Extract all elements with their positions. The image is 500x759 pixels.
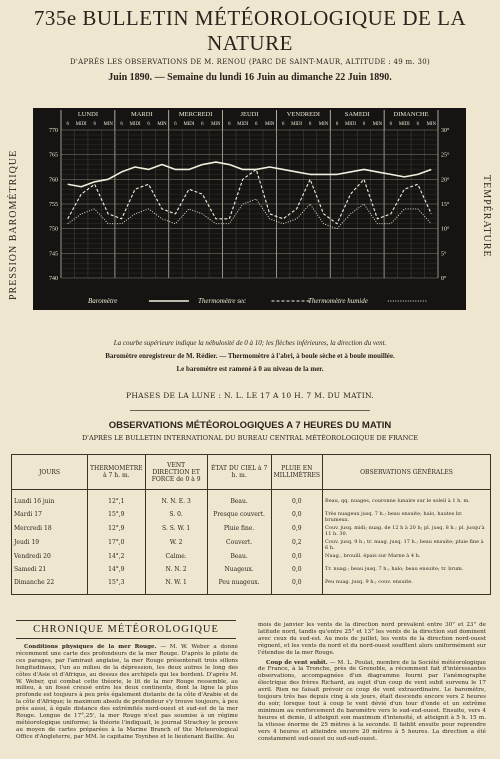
- caption-line-2: Baromètre enregistreur de M. Rédier. — Thermomètre à l'abri, à boule sèche et à boule mouillée.: [105, 352, 395, 360]
- pressure-tick-label: 770: [49, 128, 58, 134]
- caption-line-1: La courbe supérieure indique la nébulosité de 0 à 10; les flèches inférieures, la direction du vent.: [113, 339, 387, 347]
- pressure-tick-label: 755: [49, 202, 58, 208]
- hour-label: 6: [335, 122, 339, 127]
- cell-wind: W. 2: [145, 538, 207, 552]
- paragraph-heading: Coup de vent subit.: [266, 659, 328, 666]
- hour-label: 6: [308, 122, 312, 127]
- pressure-tick-label: 765: [49, 152, 58, 159]
- hour-label: MIDI: [237, 122, 249, 127]
- pressure-tick-label: 740: [49, 276, 58, 282]
- hour-label: MIN: [211, 122, 221, 127]
- col-header-rain: PLUIE EN MILLIMÈTRES: [271, 455, 322, 490]
- cell-wind: N. N. E. 3: [145, 490, 207, 511]
- cell-sky: Beau.: [207, 490, 271, 511]
- temperature-tick-label: 15°: [441, 202, 450, 208]
- cell-day: Samedi 21: [12, 565, 88, 578]
- table-row: [12, 565, 491, 578]
- chart-captions: [40, 337, 460, 376]
- table-row: [12, 510, 491, 524]
- cell-wind: N. W. 1: [145, 578, 207, 595]
- paragraph-text: — M. L. Poulat, membre de la Société météorologique de France, à la Tronche, près de Grenoble, a récemment fait d'intéressantes observations, accompagnées d'un diagramme fourni par l'anémographe électrique des frères Richard, au sujet d'un coup de vent subit survenu le 17 avril. Rien ne faisait prévoir ce coup de vent extraordinaire. Le baromètre, toujours très bas depuis cinq à six jours, était descendu encore vers 2 heures du soir, lorsque tout à coup le vent dévié d'un tour d'onde et un extrême minimum au renforcement du baromètre vers le sud-sud-ouest. Ensuite, vers 4 heures et demie, il atteignit son maximum d'intensité, et atteignit à 5 h. 15 m. la vitesse énorme de 25 mètres à la seconde. Il faiblit ensuite pour reprendre vers 4 heures et atteindre encore 20 mètres à 5 heures. La direction a été constamment sud-ouest ou sud-sud-ouest.: [258, 659, 486, 742]
- hour-label: MIN: [103, 122, 113, 127]
- col-header-remarks: OBSERVATIONS GÉNÉRALES: [323, 455, 491, 490]
- observations-subtitle: D'APRÈS LE BULLETIN INTERNATIONAL DU BUREAU CENTRAL MÉTÉOROLOGIQUE DE FRANCE: [81, 434, 419, 442]
- hour-label: 6: [93, 122, 96, 127]
- pressure-tick-label: 750: [49, 226, 58, 233]
- day-label: LUNDI: [77, 111, 99, 118]
- day-label: MARDI: [130, 111, 153, 118]
- chronique-paragraph: [16, 644, 238, 741]
- table-row: [12, 578, 491, 595]
- cell-temp: 14°,9: [88, 565, 146, 578]
- cell-rain: 0,0: [271, 565, 322, 578]
- cell-remarks: Couv. jusq. 9 h.; tr. nuag. jusq. 17 h.; beau ensuite; pluie fine à 6 h.: [323, 538, 491, 552]
- cell-temp: 17°,0: [88, 538, 146, 552]
- hour-label: MIDI: [398, 122, 410, 127]
- temperature-tick-label: 0°: [441, 276, 447, 282]
- legend-label: Thermomètre sec: [198, 297, 247, 305]
- hour-label: MIDI: [345, 122, 356, 127]
- hour-label: 6: [389, 122, 393, 127]
- hour-label: 6: [281, 122, 285, 127]
- caption-line-3: Le baromètre est ramené à 0 au niveau de la mer.: [176, 365, 324, 373]
- chronique-paragraph: mois de janvier les vents de la direction nord prévalent entre 30° et 23° de latitude nord, tandis qu'entre 25° et 13° les vents de la direction sud dominent avec ceux du sud-est. Au mois de juillet, les vents de la direction nord-ouest règnent, et les vents du nord et du nord-ouest soufflent alors uniformément sur l'étendue de la mer Rouge.: [258, 622, 486, 656]
- cell-sky: Presque couvert.: [207, 510, 271, 524]
- day-label: MERCREDI: [178, 111, 213, 118]
- temperature-tick-label: 10°: [441, 226, 450, 233]
- temperature-tick-label: 5°: [441, 251, 447, 258]
- cell-temp: 15°,9: [88, 510, 146, 524]
- chronique-column-left: [16, 644, 238, 756]
- hour-label: MIDI: [75, 122, 87, 127]
- cell-remarks: Tr. nuag.; beau jusq. 7 h.; halo; beau ensuite; tr. brum.: [323, 565, 491, 578]
- hour-label: MIN: [265, 122, 275, 127]
- chronique-paragraph: [258, 660, 486, 743]
- cell-sky: Pluie fine.: [207, 524, 271, 538]
- cell-rain: 0,0: [271, 552, 322, 565]
- table-row: [12, 552, 491, 565]
- left-axis-title: PRESSION BAROMÉTRIQUE: [8, 149, 19, 300]
- bulletin-title: 735e BULLETIN MÉTÉOROLOGIQUE DE LA NATURE: [33, 6, 467, 55]
- legend-label: Thermomètre humide: [308, 297, 368, 305]
- moon-phases: PHASES DE LA LUNE : N. L. LE 17 A 10 H. 7 M. DU MATIN.: [125, 391, 375, 400]
- hour-label: MIDI: [291, 122, 303, 127]
- cell-rain: 0,2: [271, 538, 322, 552]
- cell-temp: 12°,1: [88, 490, 146, 511]
- hour-label: MIN: [426, 122, 436, 127]
- cell-day: Jeudi 19: [12, 538, 88, 552]
- hour-label: 6: [66, 122, 69, 127]
- day-label: JEUDI: [240, 111, 259, 118]
- col-header-days: JOURS: [12, 455, 88, 490]
- temperature-tick-label: 20°: [441, 177, 450, 184]
- paragraph-heading: Conditions physiques de la mer Rouge.: [24, 644, 157, 650]
- cell-sky: Couvert.: [207, 538, 271, 552]
- chronique-title: CHRONIQUE MÉTÉOROLOGIQUE: [16, 620, 236, 639]
- cell-day: Vendredi 20: [12, 552, 88, 565]
- pressure-tick-label: 760: [49, 177, 58, 184]
- cell-temp: 14°,2: [88, 552, 146, 565]
- cell-remarks: Peu nuag. jusq. 9 h.; couv. ensuite.: [323, 578, 491, 595]
- cell-wind: S. S. W. 1: [145, 524, 207, 538]
- temperature-tick-label: 25°: [441, 152, 450, 159]
- pressure-tick-label: 745: [49, 251, 58, 258]
- temperature-tick-label: 30°: [441, 128, 450, 134]
- chronique-column-right: [258, 622, 486, 756]
- hour-label: 6: [228, 122, 231, 127]
- cell-rain: 0,9: [271, 524, 322, 538]
- cell-remarks: Couv. jusq. midi; nuag. de 12 h à 20 h; pl. jusq. 8 h.; pl. jusqu'à 11 h. 30.: [323, 524, 491, 538]
- cell-sky: Peu nuageux.: [207, 578, 271, 595]
- cell-rain: 0,0: [271, 578, 322, 595]
- day-label: VENDREDI: [286, 111, 320, 118]
- hour-label: MIN: [157, 122, 167, 127]
- cell-remarks: Très nuageux jusq. 7 h.; beau ensuite; halo, hautes br. brumeux.: [323, 510, 491, 524]
- week-line: Juin 1890. — Semaine du lundi 16 Juin au dimanche 22 Juin 1890.: [108, 72, 392, 83]
- observations-title: OBSERVATIONS MÉTÉOROLOGIQUES A 7 HEURES DU MATIN: [108, 420, 392, 431]
- cell-rain: 0,0: [271, 510, 322, 524]
- col-header-temp: THERMOMÈTRE à 7 h. m.: [88, 455, 146, 490]
- hour-label: 6: [147, 122, 150, 127]
- table-row: [12, 524, 491, 538]
- cell-remarks: Beau, qq. nuages, couronne lunaire sur le soleil à 1 h. m.: [323, 490, 491, 511]
- legend-label: Baromètre: [88, 297, 118, 305]
- hour-label: MIDI: [183, 122, 195, 127]
- cell-remarks: Nuag., brouill. épais sur Marne à 4 h.: [323, 552, 491, 565]
- hour-label: 6: [416, 122, 420, 127]
- hour-label: MIN: [372, 122, 383, 127]
- cell-temp: 12°,9: [88, 524, 146, 538]
- day-label: DIMANCHE: [393, 111, 429, 118]
- table-row: [12, 490, 491, 511]
- cell-rain: 0,0: [271, 490, 322, 511]
- cell-day: Dimanche 22: [12, 578, 88, 595]
- cell-sky: Beau.: [207, 552, 271, 565]
- cell-temp: 15°,3: [88, 578, 146, 595]
- hour-label: 6: [174, 122, 177, 127]
- paragraph-text: — M. W. Weber a donné récemment une carte des profondeurs de la mer Rouge. D'après le pilote de ces parages, par l'amiraut anglaise, la mer Rouge présenterait trois sillons longitudinaux, l'un au milieu de la dépression, les deux autres le long des côtes d'Asie et d'Afrique, au dessus des archipels qui les bordent. D'après M. W. Weber, qui combat cette théorie, le lit de la mer Rouge ressemble, au milieu, à un fossé creusé entre les deux continents, dont la ligne la plus profonde est toujours à peu près également distante de la côte d'Arabie et de la côte d'Afrique; le maximum absolu de profondeur s'y trouve toujours, à peu près aussi, à égale distance des extrémités nord-ouest et sud-est de la mer Rouge. Longue de 17°,25', la mer Rouge n'est pas soumise à un régime météorologique uniforme; la théorie l'indiquait, le journal Strachey le prouve au moyen de cartes préparées à la Marine Branch of the Meteorological Office d'Angleterre, par MM. le capitaine Toynbee et le lieutenant Baillie. Au: [16, 644, 238, 740]
- cell-day: Lundi 16 juin: [12, 490, 88, 511]
- divider: [130, 410, 370, 411]
- bulletin-subtitle: D'APRÈS LES OBSERVATIONS DE M. RENOU (PARC DE SAINT-MAUR, ALTITUDE : 49 m. 30): [69, 58, 431, 66]
- hour-label: 6: [255, 122, 258, 127]
- cell-sky: Nuageux.: [207, 565, 271, 578]
- cell-wind: S. 0.: [145, 510, 207, 524]
- cell-day: Mercredi 18: [12, 524, 88, 538]
- table-row: [12, 538, 491, 552]
- weather-chart: [33, 108, 466, 310]
- cell-wind: Calme.: [145, 552, 207, 565]
- hour-label: 6: [120, 122, 123, 127]
- hour-label: 6: [201, 122, 204, 127]
- weather-chart-svg: [33, 108, 466, 310]
- day-label: SAMEDI: [344, 111, 370, 118]
- hour-label: 6: [362, 122, 366, 127]
- page-header: [0, 6, 500, 66]
- cell-wind: N. N. 2: [145, 565, 207, 578]
- table-header-row: [12, 455, 491, 490]
- col-header-sky: ÉTAT DU CIEL à 7 h. m.: [207, 455, 271, 490]
- hour-label: MIN: [318, 122, 329, 127]
- observations-table: [11, 454, 491, 595]
- hour-label: MIDI: [129, 122, 141, 127]
- col-header-wind: VENT DIRECTION ET FORCE de 0 à 9: [145, 455, 207, 490]
- cell-day: Mardi 17: [12, 510, 88, 524]
